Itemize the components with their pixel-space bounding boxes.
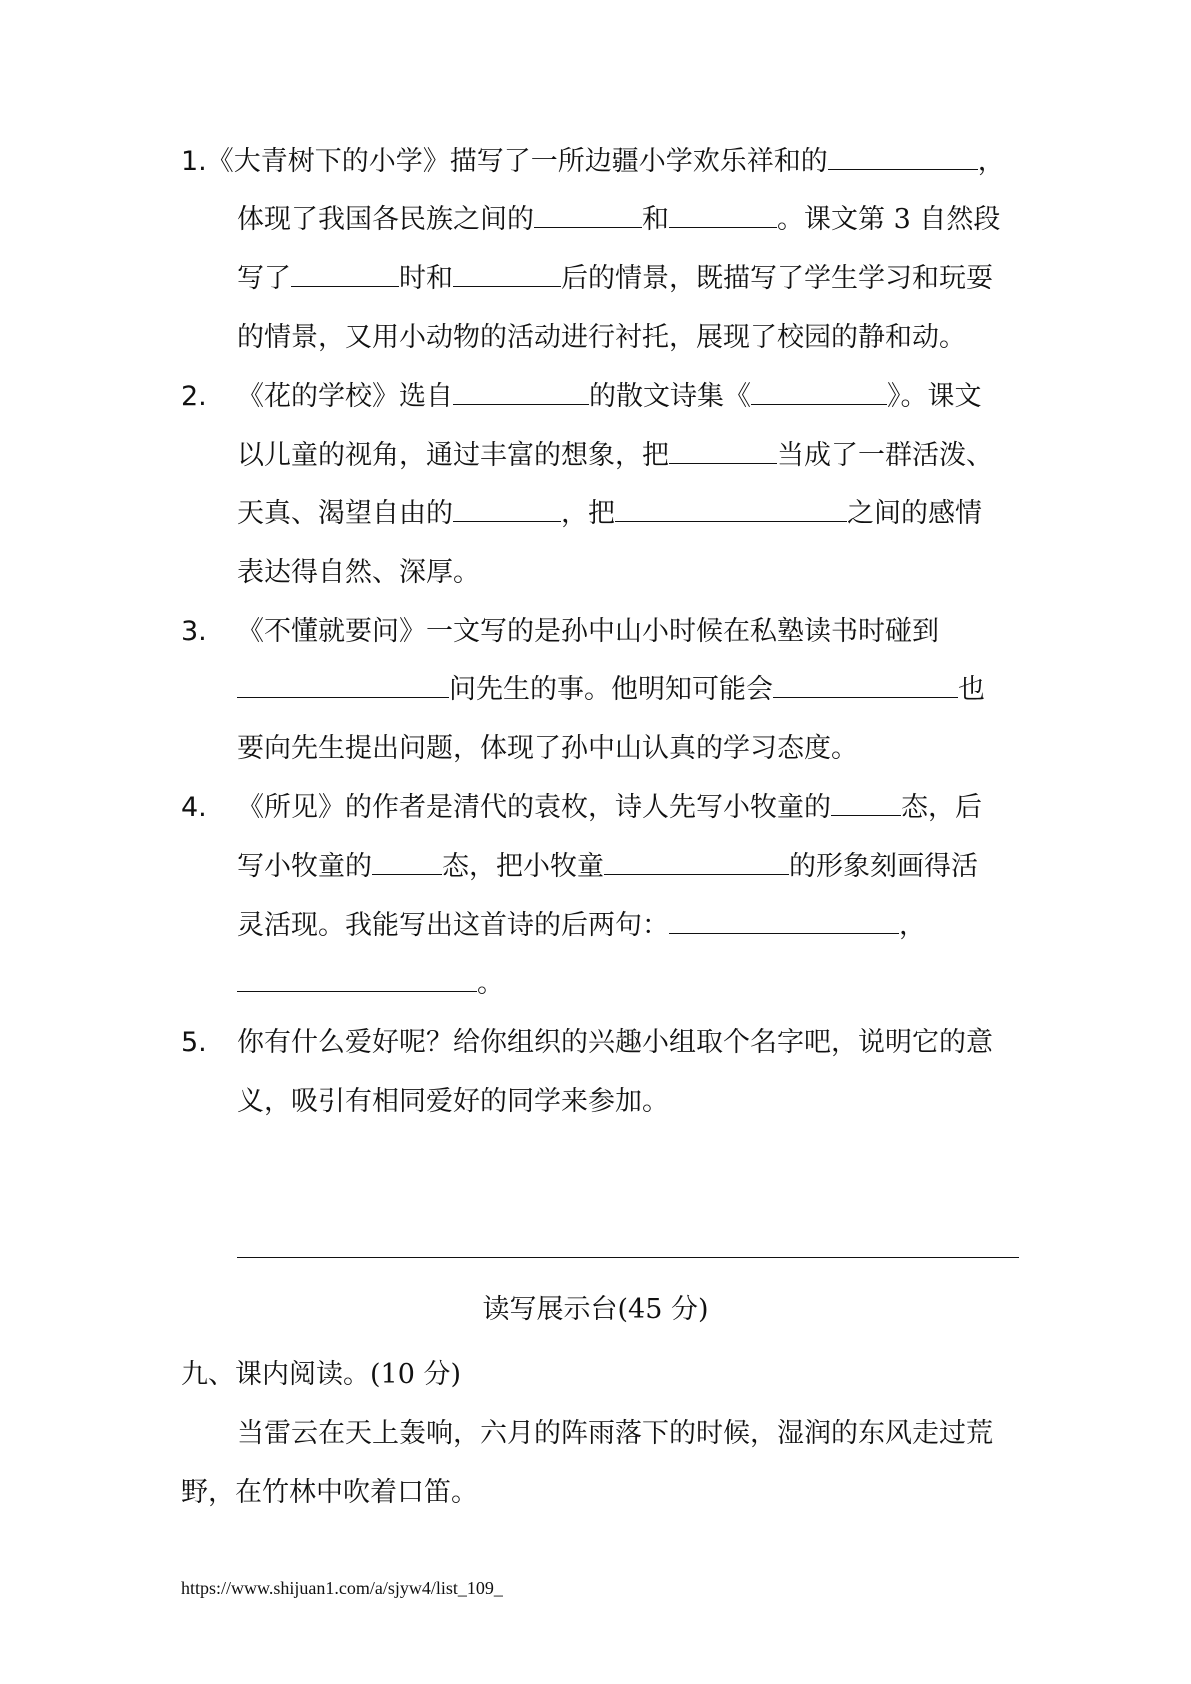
q3-blank-2[interactable] (773, 670, 958, 698)
q4-text-line3a: 灵活现。我能写出这首诗的后两句： (237, 910, 669, 941)
q1-line1 (181, 142, 1005, 182)
q5-line1 (181, 1023, 993, 1063)
q4-text-line3b: ， (899, 910, 926, 941)
q2-blank-2[interactable] (751, 377, 887, 405)
q5-text-line1: 你有什么爱好呢？给你组织的兴趣小组取个名字吧，说明它的意 (237, 1027, 993, 1058)
q2-line3 (237, 494, 982, 534)
q1-blank-5[interactable] (453, 259, 561, 287)
q2-line4 (237, 553, 480, 593)
q1-text-line2c: 。课文第 3 自然段 (777, 204, 1001, 235)
q1-blank-2[interactable] (534, 200, 642, 228)
q4-line2 (237, 847, 978, 887)
q1-text-line2a: 体现了我国各民族之间的 (237, 204, 534, 235)
q4-text-line4: 。 (477, 968, 504, 999)
q4-text-line1a: 《所见》的作者是清代的袁枚，诗人先写小牧童的 (237, 792, 831, 823)
part9-passage-line1 (237, 1414, 993, 1454)
q3-text-line1: 《不懂就要问》一文写的是孙中山小时候在私塾读书时碰到 (237, 616, 939, 647)
q1-line2 (237, 200, 1000, 240)
q2-text-line3c: 之间的感情 (847, 498, 982, 529)
q1-text-line4: 的情景，又用小动物的活动进行衬托，展现了校园的静和动。 (237, 322, 966, 353)
q4-blank-2[interactable] (372, 847, 442, 875)
q5-answer-line[interactable] (237, 1257, 1019, 1258)
part9-heading (181, 1355, 461, 1395)
q4-text-line2a: 写小牧童的 (237, 851, 372, 882)
q3-text-line3: 要向先生提出问题，体现了孙中山认真的学习态度。 (237, 733, 858, 764)
q3-number: 3. (181, 616, 207, 647)
q4-line3 (237, 906, 926, 946)
q1-line3 (237, 259, 993, 299)
q5-line2 (237, 1082, 669, 1122)
q3-text-line2a: 问先生的事。他明知可能会 (449, 674, 773, 705)
q2-number: 2. (181, 381, 207, 412)
part9-score: (10 分) (370, 1359, 462, 1390)
q2-text-line2b: 当成了一群活泼、 (777, 440, 993, 471)
q3-blank-1[interactable] (237, 670, 449, 698)
q2-blank-3[interactable] (669, 436, 777, 464)
q1-text-line3a: 写了 (237, 263, 291, 294)
q5-text-line2: 义，吸引有相同爱好的同学来参加。 (237, 1086, 669, 1117)
q3-line2 (237, 670, 985, 710)
q1-blank-4[interactable] (291, 259, 399, 287)
q4-blank-3[interactable] (604, 847, 789, 875)
q1-number: 1. (181, 146, 207, 177)
q1-blank-1[interactable] (828, 142, 978, 170)
part9-passage-text2: 野，在竹林中吹着口笛。 (181, 1477, 478, 1508)
q1-text-line3c: 后的情景，既描写了学生学习和玩耍 (561, 263, 993, 294)
q2-text-line1c: 》。课文 (887, 381, 982, 412)
q2-text-line1a: 《花的学校》选自 (237, 381, 453, 412)
q5-number: 5. (181, 1027, 207, 1058)
q1-blank-3[interactable] (669, 200, 777, 228)
q2-line1 (181, 377, 982, 417)
q4-text-line1b: 态，后 (901, 792, 982, 823)
q3-line1 (181, 612, 939, 652)
q2-text-line1b: 的散文诗集《 (589, 381, 751, 412)
q4-line1 (181, 788, 982, 828)
q4-blank-1[interactable] (831, 788, 901, 816)
section-title: 读写展示台(45 分) (482, 1294, 709, 1325)
q1-text-line3b: 时和 (399, 263, 453, 294)
q1-text-line1: 《大青树下的小学》描写了一所边疆小学欢乐祥和的 (206, 146, 828, 177)
q2-blank-1[interactable] (453, 377, 589, 405)
q3-line3 (237, 729, 858, 769)
q2-blank-5[interactable] (615, 494, 847, 522)
q2-blank-4[interactable] (453, 494, 561, 522)
q4-line4 (237, 964, 504, 1004)
q1-line1-end: ， (977, 146, 1005, 177)
q1-text-line2b: 和 (642, 204, 669, 235)
q2-text-line3b: ，把 (561, 498, 615, 529)
q4-text-line2c: 的形象刻画得活 (789, 851, 978, 882)
q1-line4 (237, 318, 966, 358)
q4-blank-5[interactable] (237, 964, 477, 992)
q2-line2 (237, 436, 993, 476)
q2-text-line2a: 以儿童的视角，通过丰富的想象，把 (237, 440, 669, 471)
part9-passage-text1: 当雷云在天上轰响，六月的阵雨落下的时候，湿润的东风走过荒 (237, 1418, 993, 1449)
part9-passage-line2 (181, 1473, 478, 1513)
q2-text-line4: 表达得自然、深厚。 (237, 557, 480, 588)
q2-text-line3a: 天真、渴望自由的 (237, 498, 453, 529)
q4-number: 4. (181, 792, 207, 823)
q3-text-line2b: 也 (958, 674, 985, 705)
q4-blank-4[interactable] (669, 906, 899, 934)
q4-text-line2b: 态，把小牧童 (442, 851, 604, 882)
footer-url: https://www.shijuan1.com/a/sjyw4/list_109_ (181, 1578, 503, 1598)
part9-label: 九、课内阅读。 (181, 1359, 370, 1390)
